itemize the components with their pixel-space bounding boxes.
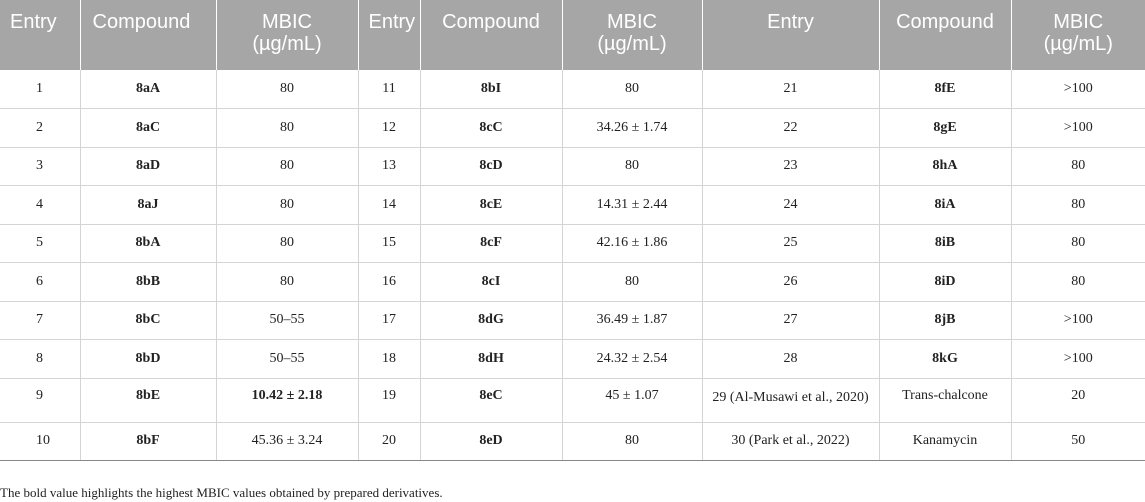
table-row: [0, 301, 1145, 340]
mbic-cell: 10.42 ± 2.18: [216, 378, 358, 422]
compound-cell: 8cI: [420, 263, 562, 302]
compound-cell: 8bI: [420, 70, 562, 109]
mbic-cell: 80: [216, 70, 358, 109]
header-mbic: [216, 0, 358, 70]
entry-cell: 7: [0, 301, 80, 340]
mbic-cell: 36.49 ± 1.87: [562, 301, 702, 340]
mbic-cell: 80: [216, 263, 358, 302]
mbic-cell: 34.26 ± 1.74: [562, 109, 702, 148]
table-row: [0, 70, 1145, 109]
mbic-cell: 80: [1011, 147, 1145, 186]
header-compound: Compound: [420, 0, 562, 70]
compound-cell: 8gE: [879, 109, 1011, 148]
mbic-cell: 80: [1011, 224, 1145, 263]
entry-cell: 8: [0, 340, 80, 379]
compound-cell: Trans-chalcone: [879, 378, 1011, 422]
mbic-cell: 80: [216, 109, 358, 148]
compound-cell: 8dG: [420, 301, 562, 340]
entry-cell: 22: [702, 109, 879, 148]
header-row: [0, 0, 1145, 70]
header-mbic: [562, 0, 702, 70]
header-mbic-line1: MBIC: [262, 11, 312, 33]
mbic-cell: 80: [562, 147, 702, 186]
table-row: [0, 378, 1145, 422]
header-entry: Entry: [10, 11, 57, 33]
mbic-cell: 80: [216, 224, 358, 263]
header-entry: Entry: [358, 0, 420, 70]
compound-cell: 8aC: [80, 109, 216, 148]
entry-cell: 12: [358, 109, 420, 148]
mbic-cell: 50: [1011, 422, 1145, 461]
table-row: [0, 109, 1145, 148]
entry-cell: 25: [702, 224, 879, 263]
table-row: [0, 224, 1145, 263]
header-mbic-line2: (µg/mL): [1043, 33, 1113, 55]
entry-cell: 9: [0, 378, 80, 422]
compound-cell: 8bF: [80, 422, 216, 461]
entry-cell: 3: [0, 147, 80, 186]
compound-cell: 8dH: [420, 340, 562, 379]
entry-cell: 4: [0, 186, 80, 225]
compound-cell: 8aJ: [80, 186, 216, 225]
table-row: [0, 147, 1145, 186]
mbic-cell: 20: [1011, 378, 1145, 422]
compound-cell: 8bD: [80, 340, 216, 379]
mbic-cell: 45 ± 1.07: [562, 378, 702, 422]
entry-cell: 5: [0, 224, 80, 263]
compound-cell: 8cD: [420, 147, 562, 186]
mbic-cell: 80: [216, 186, 358, 225]
compound-cell: 8iD: [879, 263, 1011, 302]
table-row: [0, 186, 1145, 225]
mbic-cell: >100: [1011, 70, 1145, 109]
entry-cell: 27: [702, 301, 879, 340]
compound-cell: 8hA: [879, 147, 1011, 186]
entry-cell: 1: [0, 70, 80, 109]
mbic-cell: 50–55: [216, 340, 358, 379]
mbic-cell: 80: [562, 70, 702, 109]
header-entry: Entry: [702, 0, 879, 70]
mbic-cell: >100: [1011, 340, 1145, 379]
header-compound: Compound: [80, 0, 216, 70]
entry-cell: 20: [358, 422, 420, 461]
entry-cell: 16: [358, 263, 420, 302]
entry-cell: 14: [358, 186, 420, 225]
entry-cell: 15: [358, 224, 420, 263]
entry-cell: 29 (Al-Musawi et al., 2020): [702, 378, 879, 422]
entry-cell: 10: [0, 422, 80, 461]
entry-cell: 28: [702, 340, 879, 379]
header-compound: Compound: [879, 0, 1011, 70]
table-body: [0, 70, 1145, 461]
mbic-cell: 42.16 ± 1.86: [562, 224, 702, 263]
compound-cell: 8bB: [80, 263, 216, 302]
mbic-cell: 80: [1011, 263, 1145, 302]
compound-cell: 8iA: [879, 186, 1011, 225]
mbic-cell: 80: [562, 263, 702, 302]
compound-cell: 8eC: [420, 378, 562, 422]
table-row: [0, 263, 1145, 302]
compound-cell: 8cE: [420, 186, 562, 225]
entry-cell: 19: [358, 378, 420, 422]
entry-cell: 24: [702, 186, 879, 225]
header-mbic-line2: (µg/mL): [252, 33, 322, 55]
mbic-cell: >100: [1011, 109, 1145, 148]
mbic-cell: 45.36 ± 3.24: [216, 422, 358, 461]
table-row: [0, 422, 1145, 461]
header-mbic-line1: MBIC: [607, 11, 657, 33]
entry-cell: 26: [702, 263, 879, 302]
mbic-cell: 80: [1011, 186, 1145, 225]
compound-cell: 8kG: [879, 340, 1011, 379]
header-mbic-line1: MBIC: [1053, 11, 1104, 33]
header-mbic: [1011, 0, 1145, 70]
compound-cell: 8fE: [879, 70, 1011, 109]
compound-cell: 8iB: [879, 224, 1011, 263]
header-mbic-line2: (µg/mL): [597, 33, 667, 55]
entry-cell: 30 (Park et al., 2022): [702, 422, 879, 461]
table-footnote: The bold value highlights the highest MBIC values obtained by prepared derivatives.: [0, 485, 443, 500]
compound-cell: Kanamycin: [879, 422, 1011, 461]
mbic-cell: 50–55: [216, 301, 358, 340]
compound-cell: 8bC: [80, 301, 216, 340]
mbic-cell: 80: [216, 147, 358, 186]
compound-cell: 8bA: [80, 224, 216, 263]
table-row: [0, 340, 1145, 379]
mbic-cell: 80: [562, 422, 702, 461]
entry-cell: 18: [358, 340, 420, 379]
compound-cell: 8cF: [420, 224, 562, 263]
mbic-cell: 24.32 ± 2.54: [562, 340, 702, 379]
compound-cell: 8aD: [80, 147, 216, 186]
entry-cell: 6: [0, 263, 80, 302]
compound-cell: 8jB: [879, 301, 1011, 340]
mbic-cell: 14.31 ± 2.44: [562, 186, 702, 225]
entry-cell: 21: [702, 70, 879, 109]
entry-cell: 13: [358, 147, 420, 186]
compound-cell: 8cC: [420, 109, 562, 148]
compound-cell: 8bE: [80, 378, 216, 422]
entry-cell: 2: [0, 109, 80, 148]
entry-cell: 11: [358, 70, 420, 109]
compound-cell: 8eD: [420, 422, 562, 461]
compound-cell: 8aA: [80, 70, 216, 109]
mbic-cell: >100: [1011, 301, 1145, 340]
entry-cell: 23: [702, 147, 879, 186]
entry-cell: 17: [358, 301, 420, 340]
